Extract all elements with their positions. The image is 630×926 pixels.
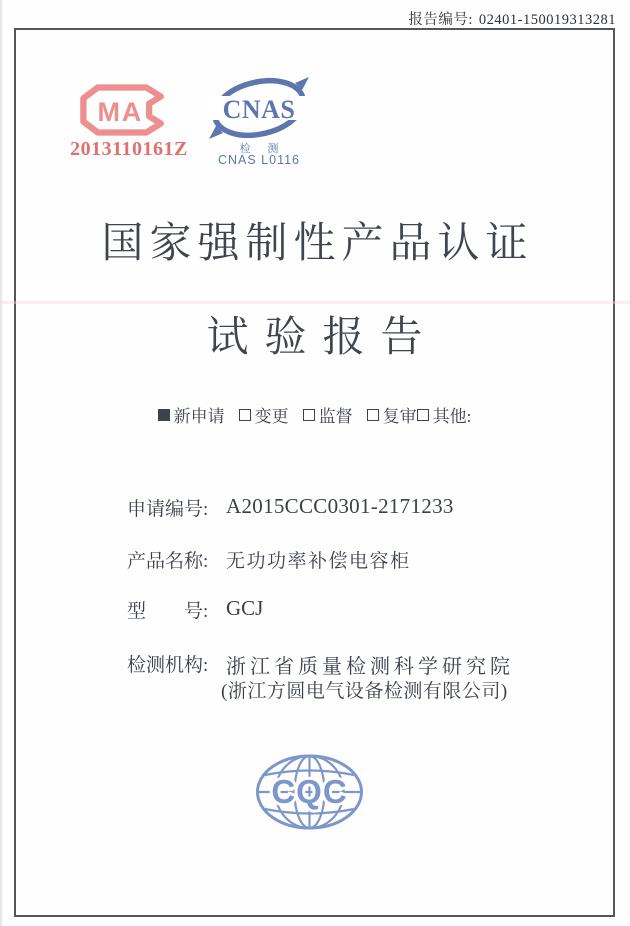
report-number-label: 报告编号: — [408, 12, 473, 28]
cnas-mark-icon — [209, 76, 309, 140]
cma-mark-icon — [78, 82, 168, 138]
option-new-application-label: 新申请 — [173, 407, 225, 426]
field-test-agency-value: 浙江省质量检测科学研究院 — [226, 656, 514, 678]
report-number-value: 02401-150019313281 — [478, 12, 616, 28]
cqc-letters: CQC — [271, 773, 348, 810]
option-supervision-label: 监督 — [318, 407, 353, 426]
checkbox-supervision-icon — [303, 409, 315, 421]
application-type-row — [14, 402, 615, 427]
checkbox-other-icon — [417, 409, 429, 421]
checkbox-change-icon — [239, 409, 251, 421]
option-change — [239, 402, 289, 427]
field-product-name — [0, 546, 630, 572]
checkbox-review-icon — [367, 409, 379, 421]
field-model-label: 型 号: — [127, 601, 209, 622]
cnas-letters: CNAS — [222, 95, 296, 124]
cnas-caption-cn: 检 测 — [239, 143, 286, 155]
option-supervision — [303, 402, 353, 427]
field-application-number-value: A2015CCC0301-2171233 — [226, 494, 454, 518]
option-other — [417, 402, 472, 427]
field-model — [0, 596, 630, 622]
cma-cert-number: 2013110161Z — [70, 138, 188, 160]
report-number — [408, 8, 616, 29]
page-subtitle: 试验报告 — [206, 315, 439, 361]
cqc-logo-icon — [252, 752, 367, 834]
field-model-value: GCJ — [226, 596, 264, 620]
option-review-label: 复审 — [382, 407, 417, 426]
field-test-agency-value-line2: (浙江方圆电气设备检测有限公司) — [221, 681, 508, 702]
option-review — [367, 402, 417, 427]
scan-edge — [0, 0, 3, 926]
cnas-accreditation-code: CNAS L0116 — [217, 153, 301, 167]
option-new-application — [158, 402, 225, 427]
option-other-label: 其他: — [432, 407, 472, 426]
field-product-name-value: 无功功率补偿电容柜 — [226, 551, 411, 572]
field-product-name-label: 产品名称: — [127, 551, 209, 572]
field-test-agency-label: 检测机构: — [127, 655, 209, 676]
field-test-agency — [0, 650, 630, 676]
option-change-label: 变更 — [254, 407, 289, 426]
field-application-number-label: 申请编号: — [127, 499, 209, 520]
field-test-agency-line2 — [0, 676, 630, 702]
page-title: 国家强制性产品认证 — [101, 221, 534, 267]
cma-letters: MA — [97, 96, 144, 127]
field-application-number — [0, 494, 630, 520]
checkbox-new-application-icon — [158, 409, 170, 421]
